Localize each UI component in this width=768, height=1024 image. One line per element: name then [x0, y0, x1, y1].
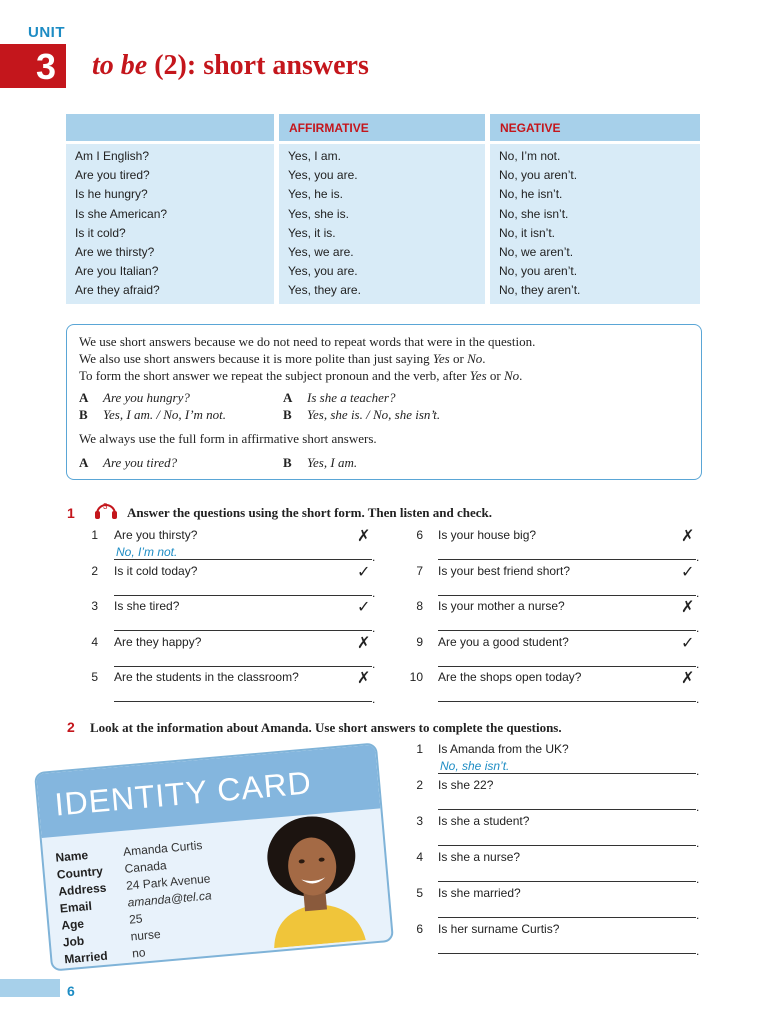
negative-header: NEGATIVE: [500, 121, 561, 135]
card-field-label: Married: [63, 948, 109, 967]
question-text: Is your mother a nurse?: [438, 599, 565, 613]
question-cell: Is he hungry?: [75, 187, 148, 202]
question-number: 5: [416, 886, 423, 900]
example-3-a: Are you tired?: [103, 455, 178, 470]
example-label-b: B: [79, 407, 88, 422]
question-cell: Are they afraid?: [75, 283, 160, 298]
line-period: .: [696, 764, 700, 778]
identity-card: [34, 742, 394, 971]
affirmative-cell: Yes, you are.: [288, 264, 358, 279]
cross-mark: ✗: [357, 670, 371, 687]
grammar-line-3-text: To form the short answer we repeat the subject pronoun and the verb, after: [79, 368, 470, 383]
card-field-value: Amanda Curtis: [122, 838, 203, 859]
question-number: 2: [91, 563, 98, 578]
tick-mark: ✓: [681, 634, 695, 652]
affirmative-cell: Yes, he is.: [288, 187, 343, 202]
line-period: .: [696, 908, 700, 922]
card-field-value: amanda@tel.ca: [127, 888, 213, 910]
affirmative-header: AFFIRMATIVE: [289, 121, 369, 135]
line-period: .: [372, 585, 376, 600]
line-period: .: [696, 872, 700, 886]
headphones-icon[interactable]: [93, 500, 119, 520]
grammar-period: .: [519, 368, 523, 383]
answer-line[interactable]: [114, 666, 372, 667]
question-text: Are you a good student?: [438, 634, 569, 649]
amanda-photo: [252, 804, 373, 949]
question-cell: Are you tired?: [75, 168, 150, 183]
exercise-1-number: 1: [67, 505, 75, 521]
answer-line[interactable]: [438, 666, 696, 667]
line-period: .: [372, 550, 376, 564]
grammar-line-3: [79, 368, 522, 384]
track-number: 3: [103, 502, 108, 511]
answer-line[interactable]: [438, 845, 696, 846]
example-label-b: B: [283, 455, 292, 470]
example-2-b: Yes, she is. / No, she isn’t.: [307, 407, 441, 422]
answer-line[interactable]: [438, 809, 696, 810]
answer-line[interactable]: [438, 773, 696, 774]
line-period: .: [372, 621, 376, 635]
affirmative-cell: Yes, it is.: [288, 225, 336, 240]
tick-mark: ✓: [357, 599, 371, 616]
question-text: Are you thirsty?: [114, 528, 198, 542]
grammar-or: or: [449, 351, 468, 366]
negative-cell: No, it isn’t.: [499, 225, 556, 240]
negative-cell: No, you aren’t.: [499, 168, 578, 183]
grammar-note-box: [66, 324, 702, 480]
question-number: 4: [416, 850, 423, 864]
short-answers-table: [66, 114, 700, 304]
unit-number-box: [0, 44, 66, 88]
affirmative-cell: Yes, she is.: [288, 206, 349, 221]
example-label-a: A: [79, 455, 89, 470]
question-number: 7: [416, 563, 423, 578]
line-period: .: [696, 944, 700, 958]
question-cell: Are we thirsty?: [75, 245, 155, 259]
cross-mark: ✗: [357, 528, 371, 545]
footer-bar: [0, 979, 60, 997]
grammar-period: .: [482, 351, 486, 366]
example-1-a: Are you hungry?: [103, 390, 190, 405]
line-period: .: [696, 550, 700, 564]
unit-number: 3: [36, 46, 57, 87]
card-title: IDENTITY CARD: [53, 764, 314, 823]
affirmative-cell: Yes, we are.: [288, 245, 354, 259]
card-field-label: Address: [57, 880, 107, 899]
card-field-label: Email: [59, 898, 93, 916]
question-number: 9: [416, 634, 423, 649]
grammar-yes: Yes: [432, 351, 450, 366]
line-period: .: [696, 585, 700, 600]
card-field-value: nurse: [130, 926, 162, 944]
card-field-label: Country: [56, 863, 104, 882]
tick-mark: ✓: [681, 563, 695, 581]
exercise-2-instruction: Look at the information about Amanda. Use short answers to complete the questions.: [90, 720, 562, 735]
question-text: Is it cold today?: [114, 563, 198, 578]
question-text: Is Amanda from the UK?: [438, 742, 569, 756]
line-period: .: [372, 692, 376, 706]
question-number: 6: [416, 528, 423, 542]
example-label-a: A: [79, 390, 89, 405]
affirmative-cell: Yes, you are.: [288, 168, 358, 183]
answer-line[interactable]: [438, 559, 696, 560]
question-text: Is your house big?: [438, 528, 537, 542]
example-2-a: Is she a teacher?: [307, 390, 396, 405]
grammar-line-2-text: We also use short answers because it is more polite than just saying: [79, 351, 433, 366]
question-number: 10: [409, 670, 423, 684]
answer-line[interactable]: [114, 559, 372, 560]
card-field-label: Job: [62, 933, 85, 950]
question-cell: Am I English?: [75, 149, 150, 163]
card-field-value: 25: [128, 911, 144, 927]
answer-line[interactable]: [114, 701, 372, 702]
question-text: Is her surname Curtis?: [438, 922, 560, 936]
negative-cell: No, he isn’t.: [499, 187, 563, 202]
question-text: Is she a student?: [438, 814, 530, 828]
line-period: .: [696, 692, 700, 706]
answer-line[interactable]: [438, 701, 696, 702]
grammar-line-2: [79, 351, 486, 367]
card-field-value: Canada: [124, 858, 168, 876]
negative-cell: No, I’m not.: [499, 149, 561, 163]
question-cell: Is it cold?: [75, 225, 126, 240]
cross-mark: ✗: [681, 528, 695, 545]
page-title: [92, 50, 369, 82]
example-1-b: Yes, I am. / No, I’m not.: [103, 407, 227, 422]
question-text: Is she tired?: [114, 599, 180, 613]
answer-line[interactable]: [438, 881, 696, 882]
title-rest: (2): short answers: [147, 50, 369, 81]
line-period: .: [696, 621, 700, 635]
question-number: 2: [416, 778, 423, 792]
title-italic: to be: [92, 50, 148, 81]
question-text: Are the shops open today?: [438, 670, 582, 684]
card-field-label: Age: [60, 916, 85, 933]
line-period: .: [696, 836, 700, 850]
line-period: .: [372, 656, 376, 671]
grammar-no: No: [503, 368, 520, 383]
negative-cell: No, you aren’t.: [499, 264, 578, 279]
exercise-1-instruction: Answer the questions using the short form. Then listen and check.: [127, 505, 493, 520]
answer-line[interactable]: [438, 953, 696, 954]
grammar-line-1: We use short answers because we do not need to repeat words that were in the question.: [79, 334, 536, 349]
example-label-a: A: [283, 390, 293, 405]
exercise-2-number: 2: [67, 719, 75, 735]
grammar-or: or: [486, 368, 504, 383]
question-text: Are they happy?: [114, 634, 202, 649]
question-text: Is your best friend short?: [438, 563, 571, 578]
page-number: 6: [67, 983, 75, 999]
question-text: Is she a nurse?: [438, 850, 521, 864]
line-period: .: [696, 656, 700, 671]
answer-line[interactable]: [114, 630, 372, 631]
example-label-b: B: [283, 407, 292, 422]
unit-label: UNIT: [28, 24, 65, 41]
answer-line[interactable]: [438, 630, 696, 631]
question-text: Is she 22?: [438, 778, 494, 792]
question-number: 8: [416, 599, 423, 613]
card-field-label: Name: [54, 847, 89, 865]
grammar-yes: Yes: [469, 368, 487, 383]
answer-line[interactable]: [114, 595, 372, 596]
grammar-no: No: [467, 351, 483, 366]
cross-mark: ✗: [681, 670, 695, 687]
affirmative-cell: Yes, I am.: [288, 149, 341, 163]
answer-line[interactable]: [438, 595, 696, 596]
example-answer: No, I’m not.: [116, 545, 178, 559]
example-3-b: Yes, I am.: [307, 455, 358, 470]
grammar-line-4: We always use the full form in affirmative short answers.: [79, 431, 377, 446]
line-period: .: [696, 800, 700, 814]
question-number: 1: [91, 528, 98, 542]
negative-cell: No, she isn’t.: [499, 206, 569, 221]
question-number: 3: [91, 599, 98, 613]
question-number: 4: [91, 634, 98, 649]
question-number: 6: [416, 922, 423, 936]
question-text: Are the students in the classroom?: [114, 670, 299, 684]
question-number: 1: [416, 742, 423, 756]
question-number: 3: [416, 814, 423, 828]
card-field-value: no: [131, 945, 147, 961]
negative-cell: No, they aren’t.: [499, 283, 581, 298]
question-text: Is she married?: [438, 886, 521, 900]
question-cell: Are you Italian?: [75, 264, 159, 279]
cross-mark: ✗: [357, 634, 371, 652]
question-cell: Is she American?: [75, 206, 168, 221]
affirmative-cell: Yes, they are.: [288, 283, 361, 298]
cross-mark: ✗: [681, 599, 695, 616]
tick-mark: ✓: [357, 563, 371, 581]
card-field-value: 24 Park Avenue: [125, 871, 211, 893]
question-number: 5: [91, 670, 98, 684]
negative-cell: No, we aren’t.: [499, 245, 574, 259]
answer-line[interactable]: [438, 917, 696, 918]
example-answer: No, she isn’t.: [440, 759, 510, 773]
